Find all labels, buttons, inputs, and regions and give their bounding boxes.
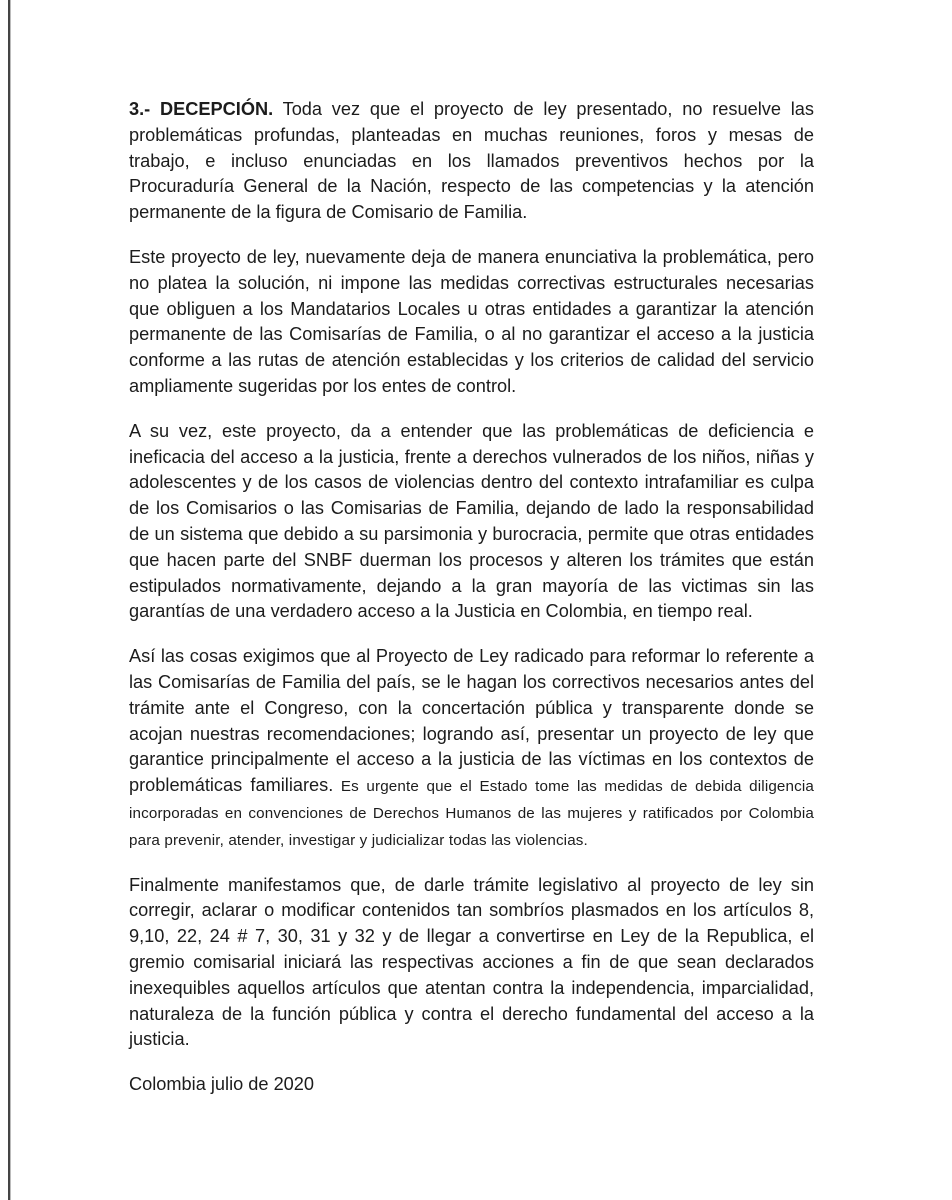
paragraph-decepcion: [129, 97, 814, 226]
paragraph-a-su-vez: A su vez, este proyecto, da a entender que las problemáticas de deficiencia e ineficacia del acceso a la justicia, frente a derechos vulnerados de los niños, niñas y adolescentes y de los casos de violencias dentro del contexto intrafamiliar es culpa de los Comisarios o las Comisarias de Familia, dejando de lado la responsabilidad de un sistema que debido a su parsimonia y burocracia, permite que otras entidades que hacen parte del SNBF duerman los procesos y alteren los trámites que están estipulados normativamente, dejando a la gran mayoría de las victimas sin las garantías de una verdadero acceso a la Justicia en Colombia, en tiempo real.: [129, 420, 814, 622]
signoff-date: Colombia julio de 2020: [129, 1074, 315, 1095]
paragraph-text: Así las cosas exigimos que al Proyecto de Ley radicado para reformar lo referente a las Comisarías de Familia del país, se le hagan los correctivos necesarios antes del trámite ante el Congreso, con la concertación pública y transparente donde se acojan nuestras recomendaciones; logrando así, presentar un proyecto de ley que garantice principalmente el acceso a la justicia de las víctimas en los contextos de problemáticas familiares.: [129, 646, 814, 796]
paragraph-text-small: Es urgente que el Estado tome las medidas de debida diligencia incorporadas en convenciones de Derechos Humanos de las mujeres y ratificados por Colombia para prevenir, atender, investigar y judicializar todas las violencias.: [129, 778, 814, 849]
paragraph-text: Toda vez que el proyecto de ley presentado, no resuelve las problemáticas profundas, planteadas en muchas reuniones, foros y mesas de trabajo, e incluso enunciadas en los llamados preventivos hechos por la Procuraduría General de la Nación, respecto de las competencias y la atención permanente de la figura de Comisario de Familia.: [129, 99, 814, 223]
document-page: [129, 97, 814, 1117]
paragraph-exigimos: [129, 644, 814, 853]
paragraph-finalmente: Finalmente manifestamos que, de darle trámite legislativo al proyecto de ley sin corregir, aclarar o modificar contenidos tan sombríos plasmados en los artículos 8, 9,10, 22, 24 # 7, 30, 31 y 32 y de llegar a convertirse en Ley de la Republica, el gremio comisarial iniciará las respectivas acciones a fin de que sean declarados inexequibles aquellos artículos que atentan contra la independencia, imparcialidad, naturaleza de la función pública y contra el derecho fundamental del acceso a la justicia.: [129, 874, 814, 1050]
paragraph-enunciativa: Este proyecto de ley, nuevamente deja de manera enunciativa la problemática, pero no platea la solución, ni impone las medidas correctivas estructurales necesarias que obliguen a los Mandatarios Locales u otras entidades a garantizar la atención permanente de las Comisarías de Familia, o al no garantizar el acceso a la justicia conforme a las rutas de atención establecidas y los criterios de calidad del servicio ampliamente sugeridas por los entes de control.: [129, 246, 814, 396]
section-heading: 3.- DECEPCIÓN.: [129, 99, 274, 119]
page-edge: [8, 0, 11, 1200]
